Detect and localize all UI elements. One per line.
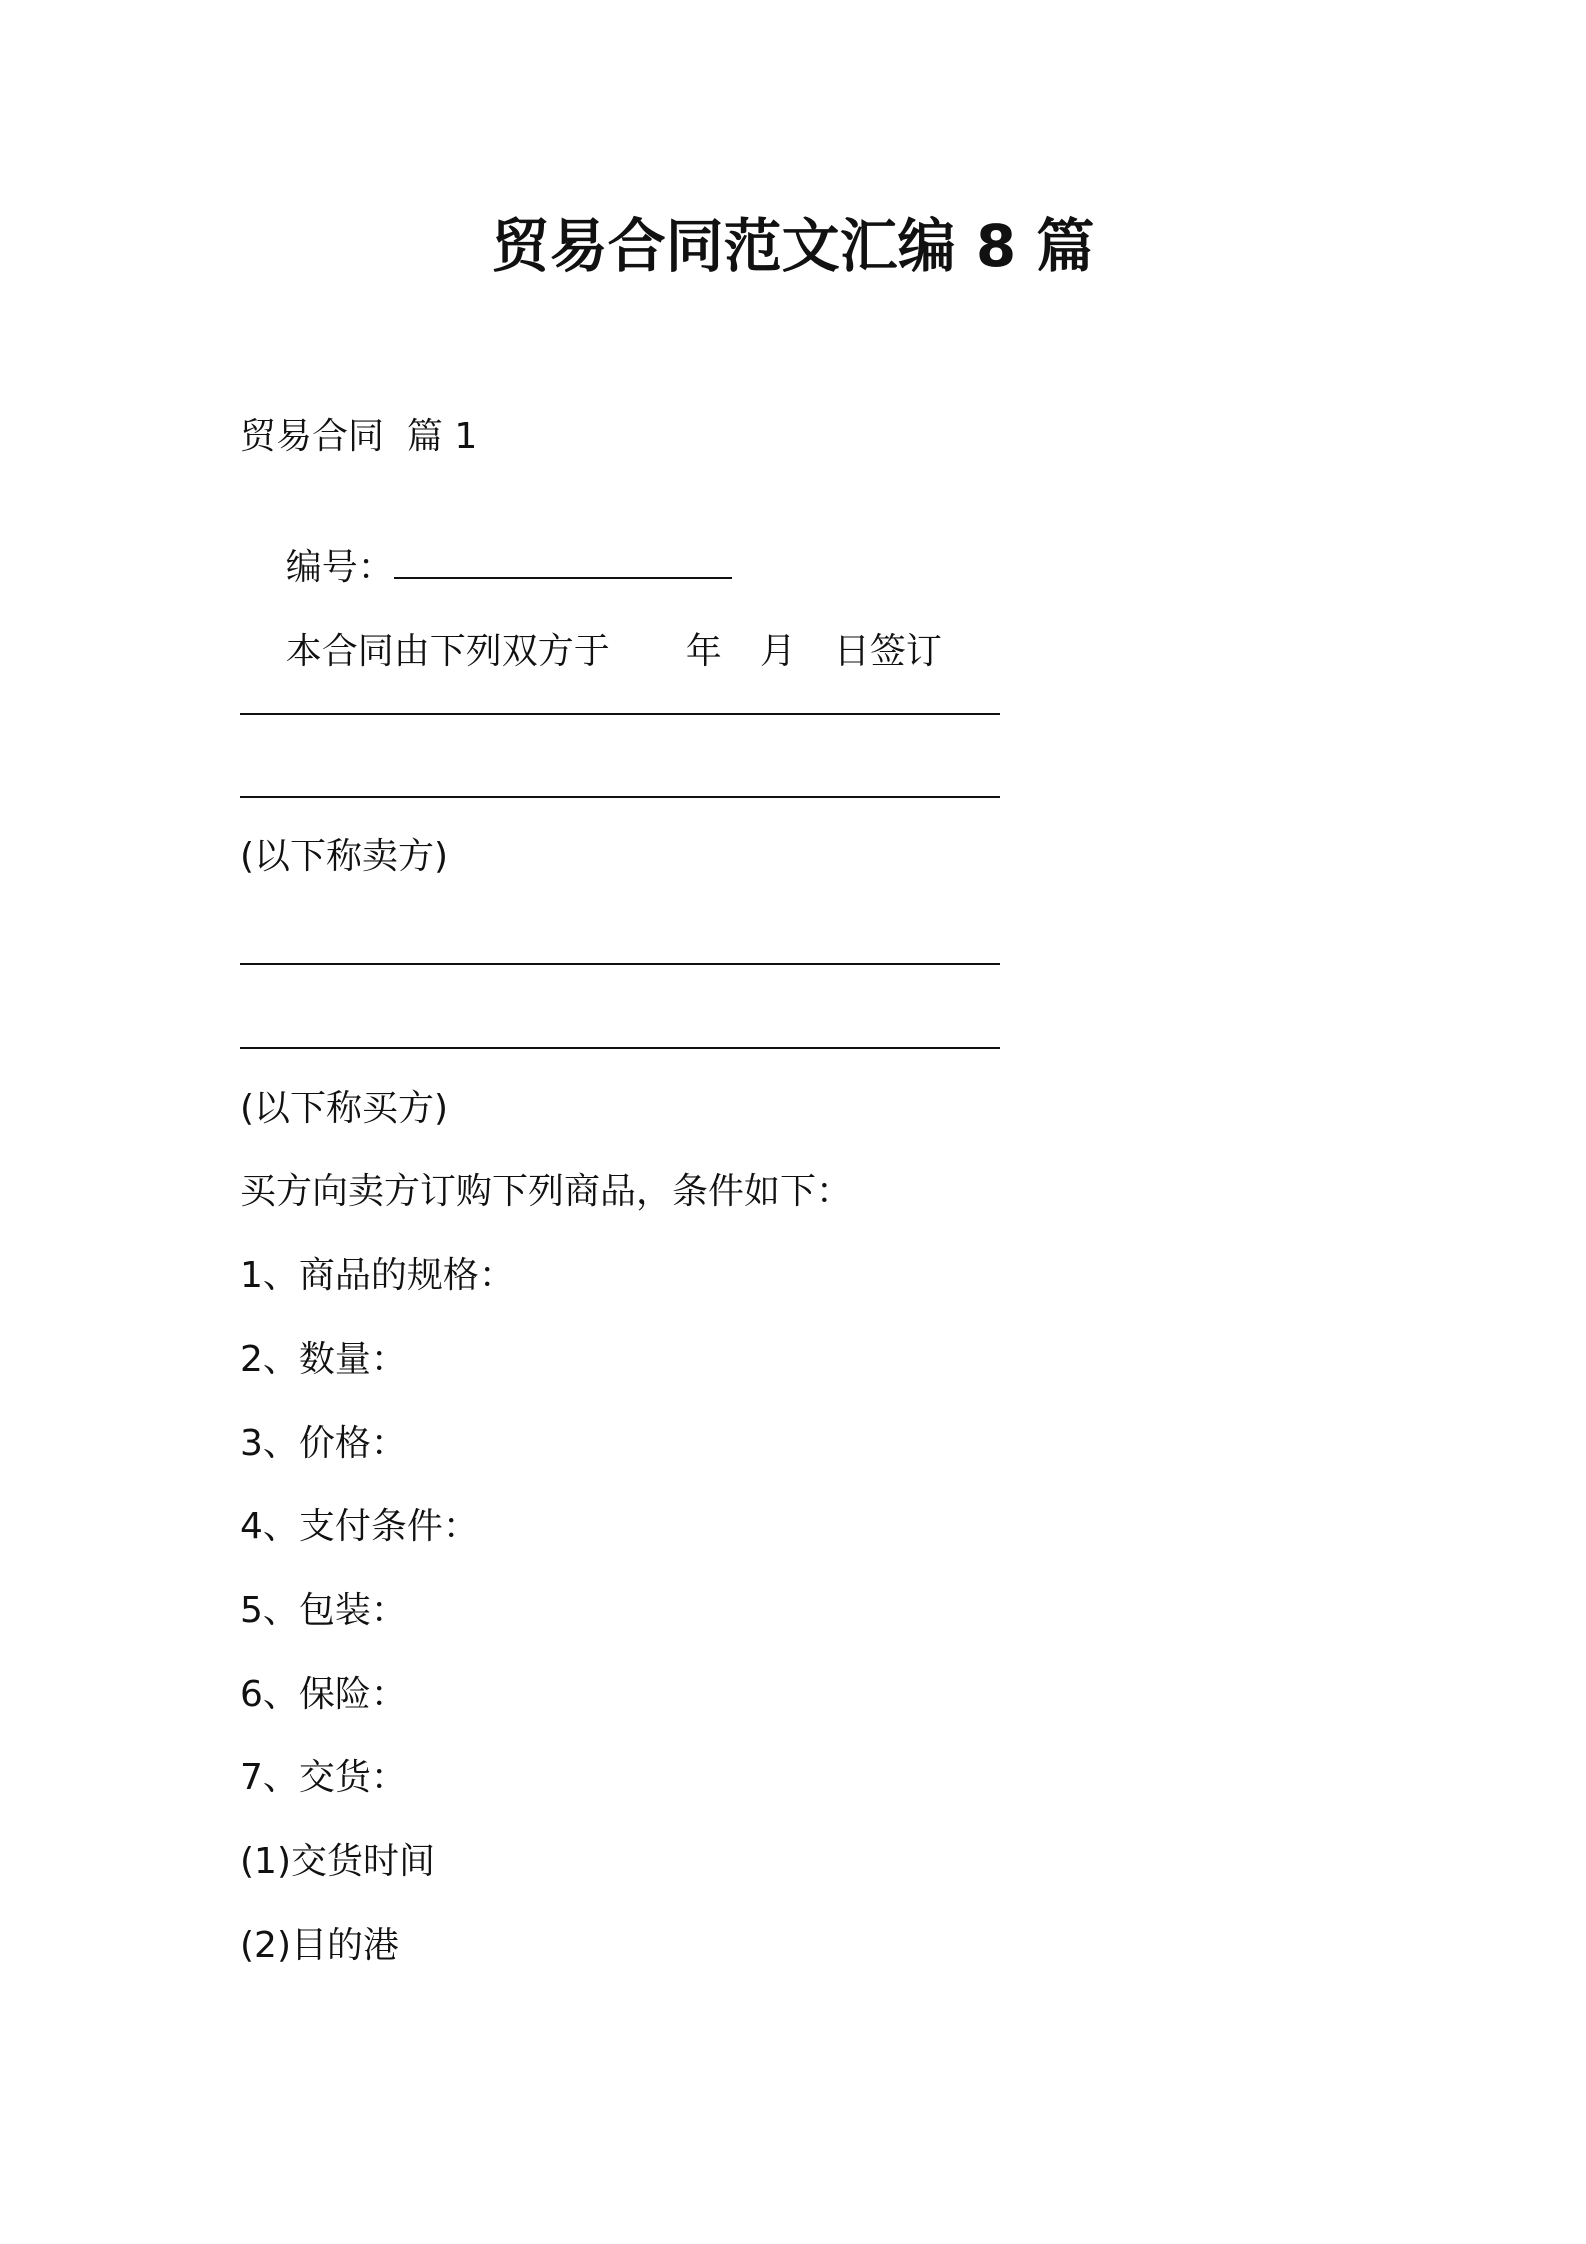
seller-blank-line-2 [240,796,1000,798]
clause-3: 3、价格： [240,1423,407,1464]
sub-clause-2: (2)目的港 [240,1925,399,1966]
signed-year: 年 [685,631,722,672]
signed-prefix: 本合同由下列双方于 [285,631,610,672]
signed-date-row [240,580,942,724]
buyer-note: (以下称买方) [240,1088,449,1129]
signed-month: 月 [759,631,796,672]
section-heading: 贸易合同 篇 1 [240,416,478,457]
clause-7: 7、交货： [240,1757,407,1798]
clause-4: 4、支付条件： [240,1506,479,1547]
clause-6: 6、保险： [240,1674,407,1715]
document-title: 贸易合同范文汇编 8 篇 [491,212,1095,280]
seller-blank-line-1 [240,713,1000,715]
number-blank [394,547,732,579]
seller-note: (以下称卖方) [240,836,449,877]
sub-clause-1: (1)交货时间 [240,1841,435,1882]
clause-2: 2、数量： [240,1339,407,1380]
intro-text: 买方向卖方订购下列商品，条件如下： [240,1171,853,1212]
clause-1: 1、商品的规格： [240,1255,515,1296]
buyer-blank-line-1 [240,963,1000,965]
signed-day: 日签订 [833,631,942,672]
buyer-blank-line-2 [240,1047,1000,1049]
clause-5: 5、包装： [240,1590,407,1631]
number-label: 编号： [285,547,394,588]
